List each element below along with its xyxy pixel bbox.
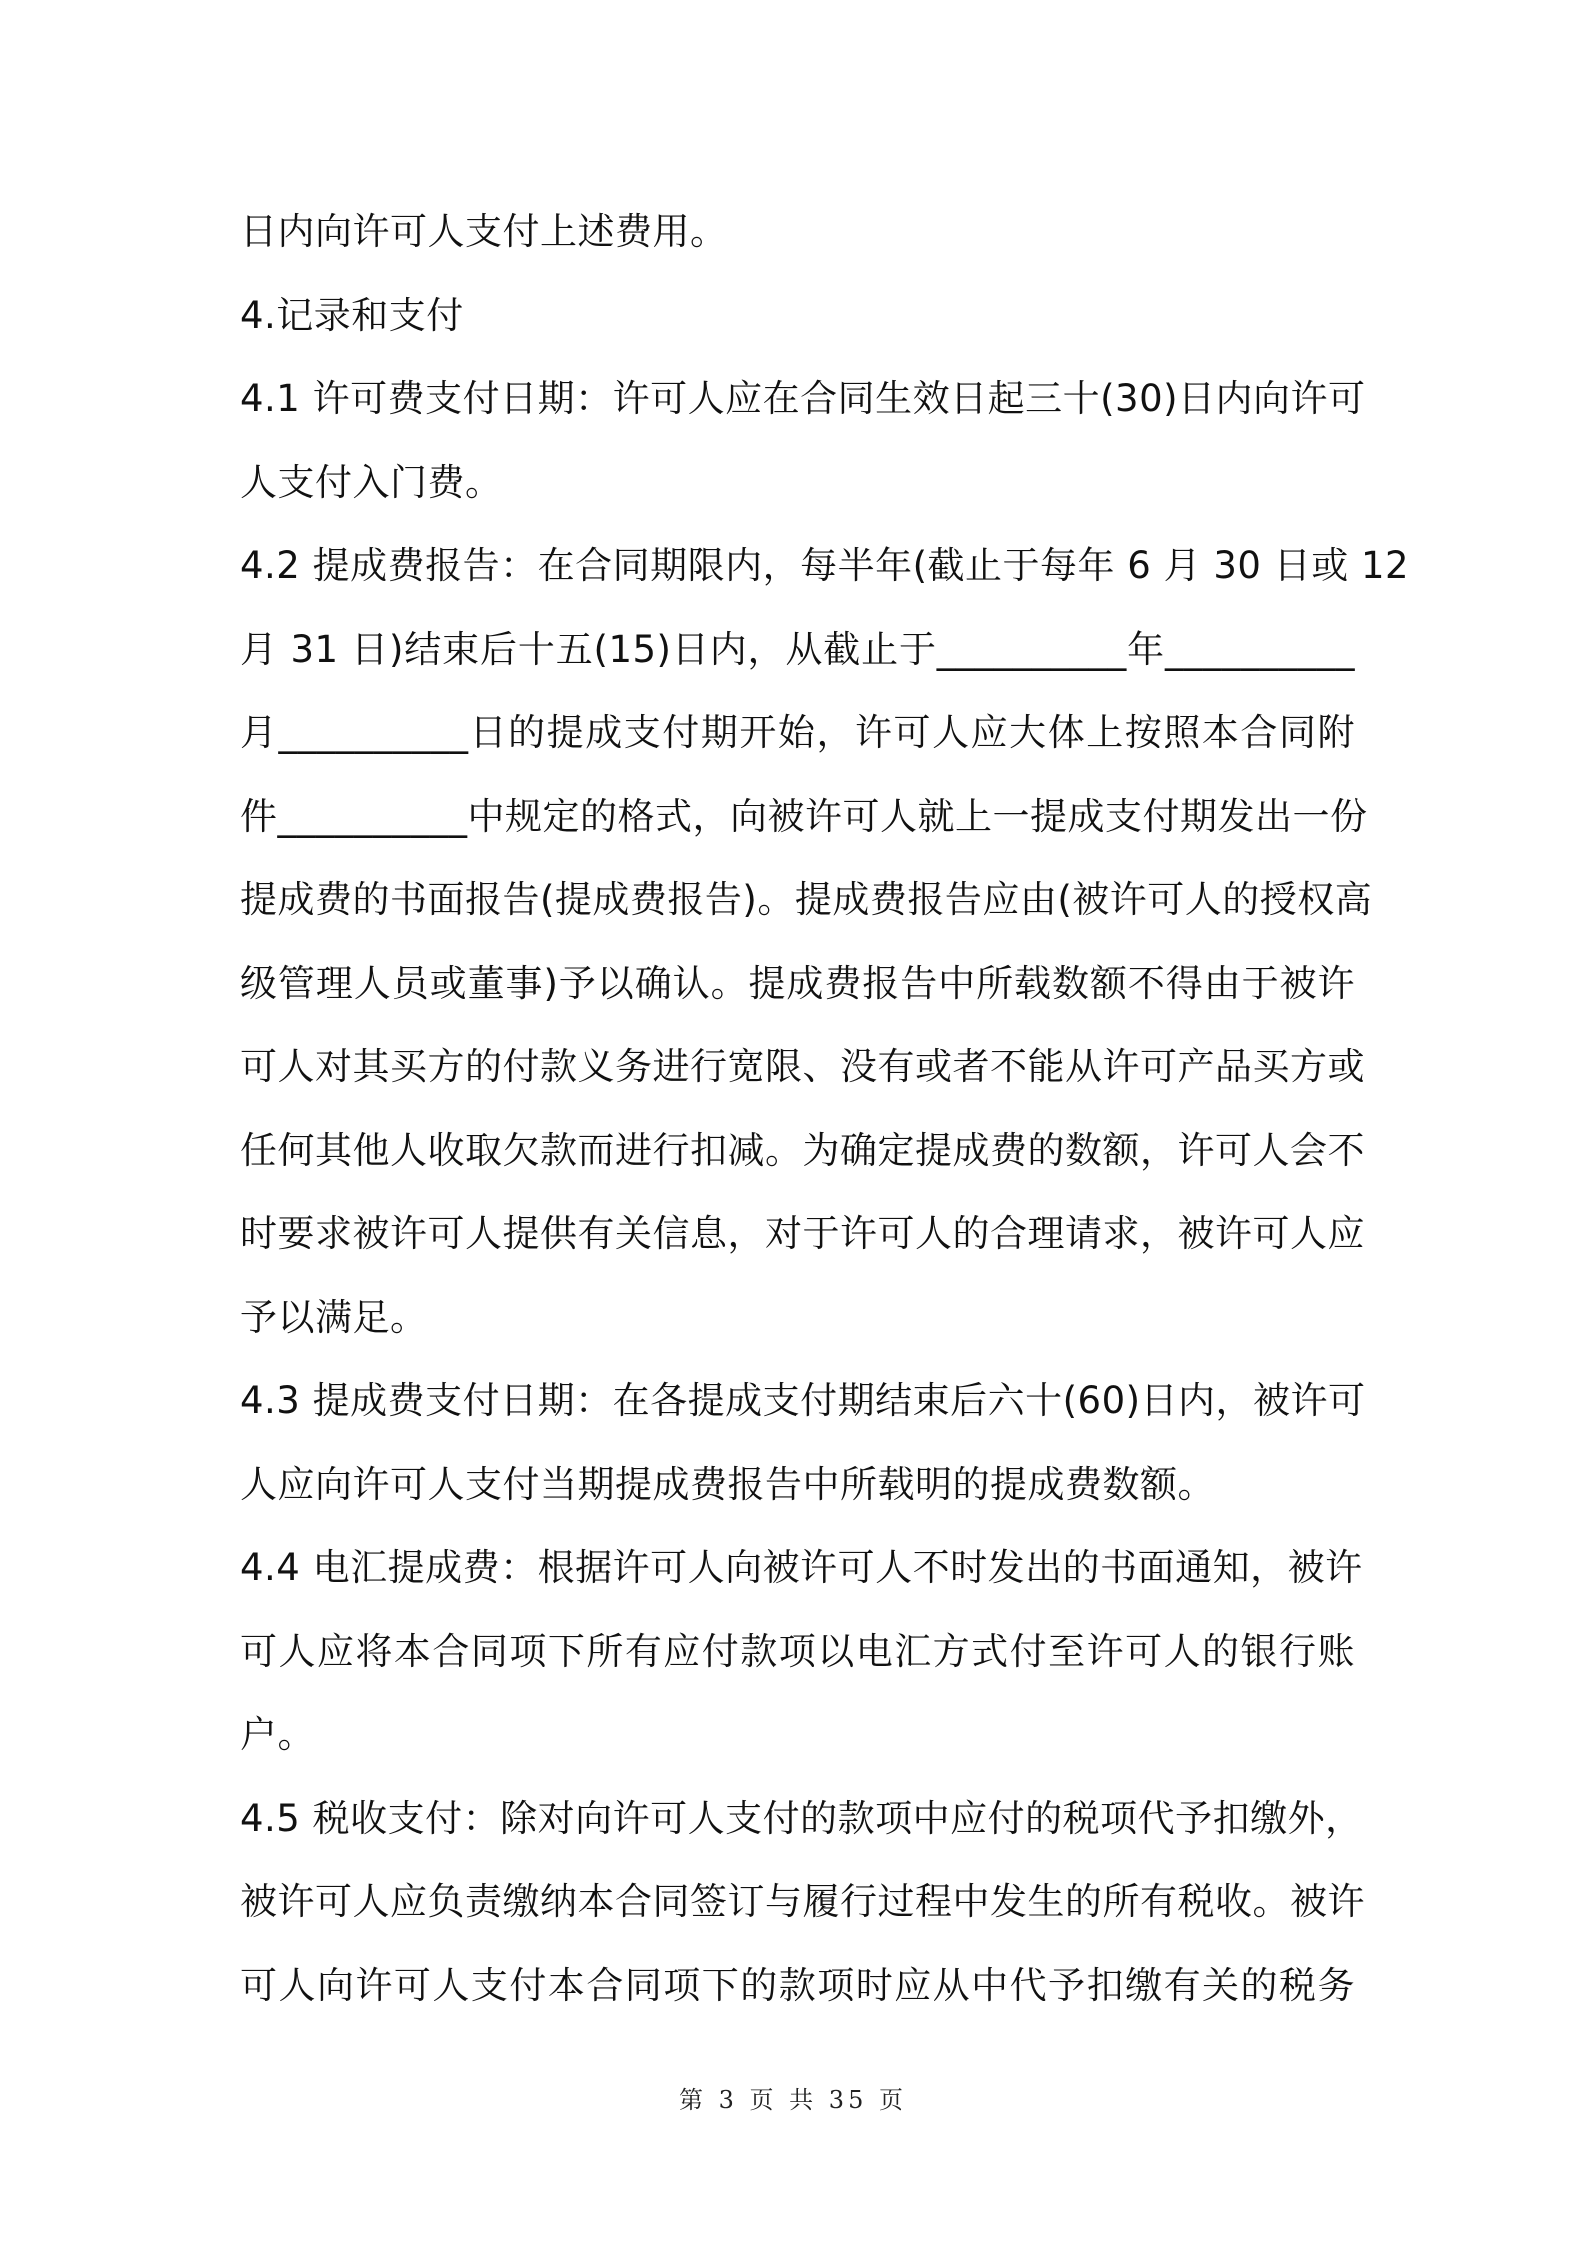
text-line: 人支付入门费。 [240,460,503,504]
text-line: 4.5 税收支付：除对向许可人支付的款项中应付的税项代予扣缴外， [240,1796,1363,1840]
text-line: 任何其他人收取欠款而进行扣减。为确定提成费的数额，许可人会不 [240,1128,1365,1172]
text-line: 提成费的书面报告(提成费报告)。提成费报告应由(被许可人的授权高 [240,878,1373,921]
text-line: 时要求被许可人提供有关信息，对于许可人的合理请求，被许可人应 [240,1212,1365,1255]
text-line: 月 31 日)结束后十五(15)日内，从截止于__________年__________ [240,627,1355,671]
text-line: 件__________中规定的格式，向被许可人就上一提成支付期发出一份 [240,794,1368,838]
text-line: 可人应将本合同项下所有应付款项以电汇方式付至许可人的银行账 [240,1629,1355,1673]
text-line: 4.2 提成费报告：在合同期限内，每半年(截止于每年 6 月 30 日或 12 [240,544,1410,587]
section-heading: 4.记录和支付 [240,293,464,337]
text-line: 可人向许可人支付本合同项下的款项时应从中代予扣缴有关的税务 [240,1963,1355,2007]
document-body [240,190,1410,2027]
text-line: 人应向许可人支付当期提成费报告中所载明的提成费数额。 [240,1462,1215,1506]
text-line: 4.1 许可费支付日期：许可人应在合同生效日起三十(30)日内向许可 [240,377,1366,420]
text-line: 予以满足。 [240,1295,428,1339]
text-line: 可人对其买方的付款义务进行宽限、没有或者不能从许可产品买方或 [240,1045,1365,1088]
text-line: 4.3 提成费支付日期：在各提成支付期结束后六十(60)日内，被许可 [240,1379,1366,1422]
text-line: 4.4 电汇提成费：根据许可人向被许可人不时发出的书面通知，被许 [240,1546,1363,1589]
text-line: 月__________日的提成支付期开始，许可人应大体上按照本合同附 [240,711,1355,754]
page-number-footer: 第 3 页 共 35 页 [679,2086,907,2114]
text-line: 级管理人员或董事)予以确认。提成费报告中所载数额不得由于被许 [240,961,1355,1005]
text-line: 日内向许可人支付上述费用。 [240,210,728,253]
text-line: 户。 [240,1713,315,1756]
text-line: 被许可人应负责缴纳本合同签订与履行过程中发生的所有税收。被许 [240,1880,1365,1923]
